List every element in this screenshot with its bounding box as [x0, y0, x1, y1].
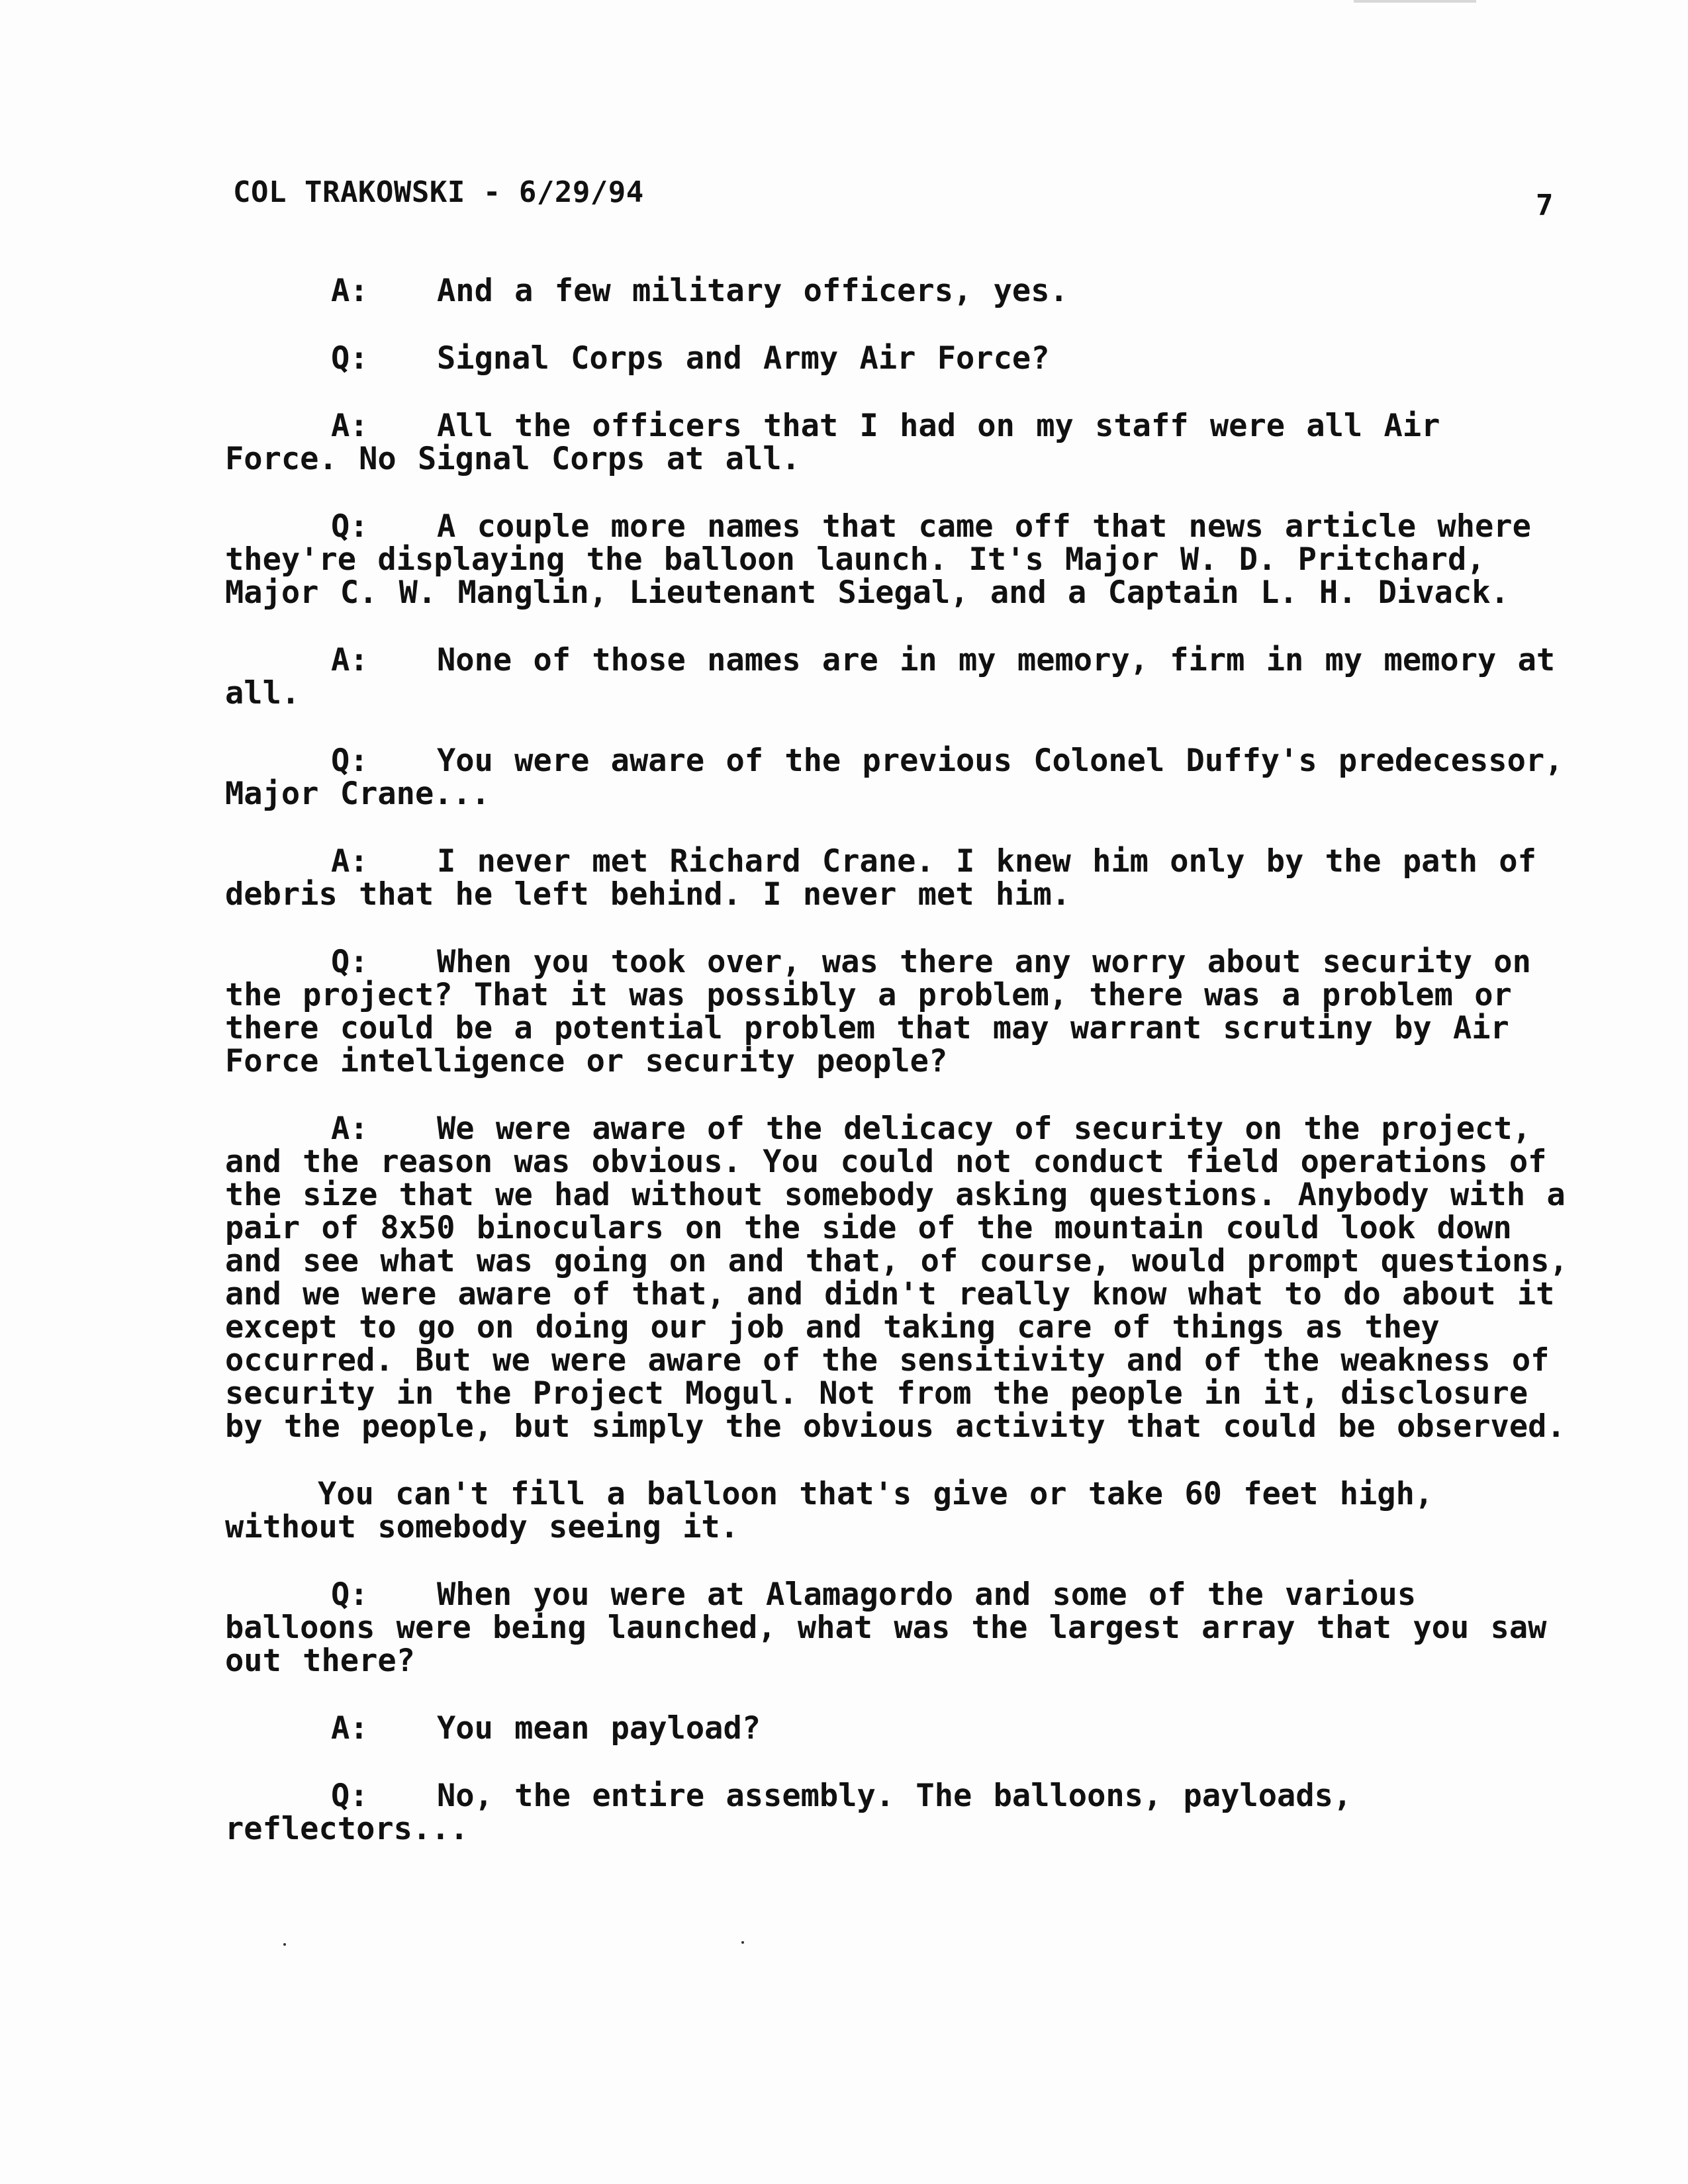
speaker-label: Q: [331, 1778, 369, 1814]
speaker-label: A: [331, 1111, 369, 1147]
speaker-label: Q: [331, 1576, 369, 1613]
entry-text: No, the entire assembly. The balloons, payloads, reflectors... [225, 1778, 1352, 1847]
scan-speck [741, 1941, 744, 1944]
transcript-entry [225, 1113, 1569, 1443]
entry-text: None of those names are in my memory, firm in my memory at all. [225, 642, 1556, 711]
entry-text: And a few military officers, yes. [437, 273, 1068, 309]
speaker-label: A: [331, 1710, 369, 1747]
transcript-entry [225, 342, 1569, 375]
transcript-entry [225, 644, 1569, 710]
speaker-label: A: [331, 642, 369, 678]
transcript-entry [225, 745, 1569, 811]
transcript-entry [225, 410, 1569, 476]
entry-text: You mean payload? [437, 1710, 761, 1747]
entry-text: You were aware of the previous Colonel Duffy's predecessor, Major Crane... [225, 743, 1564, 812]
speaker-label: A: [331, 408, 369, 444]
entry-text: I never met Richard Crane. I knew him only by the path of debris that he left behind. I never met him. [225, 843, 1536, 913]
speaker-label: Q: [331, 944, 369, 980]
transcript-entry [225, 946, 1569, 1078]
speaker-label: Q: [331, 340, 369, 377]
page-number: 7 [1536, 189, 1554, 222]
entry-text: All the officers that I had on my staff were all Air Force. No Signal Corps at all. [225, 408, 1440, 477]
entry-text: Signal Corps and Army Air Force? [437, 340, 1050, 377]
transcript-body [225, 275, 1569, 1880]
speaker-label: Q: [331, 508, 369, 545]
speaker-label: A: [331, 843, 369, 880]
transcript-entry [225, 510, 1569, 610]
page-header-title: COL TRAKOWSKI - 6/29/94 [233, 175, 644, 209]
transcript-entry [225, 275, 1569, 308]
transcript-entry [225, 845, 1569, 911]
entry-text: When you were at Alamagordo and some of the various balloons were being launched, what was the largest array that you saw out there? [225, 1576, 1547, 1679]
entry-text: A couple more names that came off that news article where they're displaying the balloon launch. It's Major W. D. Pritchard, Major C. W. Manglin, Lieutenant Siegal, and a Captain L. H. Divack. [225, 508, 1531, 611]
speaker-label: Q: [331, 743, 369, 779]
continuation-paragraph: You can't fill a balloon that's give or take 60 feet high, without somebody seeing it. [225, 1476, 1434, 1545]
entry-text: We were aware of the delicacy of security on the project, and the reason was obvious. You could not conduct field operations of the size that we had without somebody asking questions. Anybody with a pair of 8x50 binoculars on the side of the mountain could look down and see what was going on and that, of course, would prompt questions, and we were aware of that, and didn't really know what to do about it except to go on doing our job and taking care of things as they occurred. But we were aware of the sensitivity and of the weakness of security in the Project Mogul. Not from the people in it, disclosure by the people, but simply the obvious activity that could be observed. [225, 1111, 1568, 1445]
transcript-entry [225, 1712, 1569, 1745]
scan-speck [283, 1943, 286, 1946]
transcript-entry [225, 1780, 1569, 1846]
entry-text: When you took over, was there any worry about security on the project? That it was possibly a problem, there was a problem or there could be a potential problem that may warrant scrutiny by Air Force intelligence or security people? [225, 944, 1531, 1079]
transcript-entry [225, 1578, 1569, 1678]
scan-edge-mark [1354, 0, 1476, 3]
speaker-label: A: [331, 273, 369, 309]
